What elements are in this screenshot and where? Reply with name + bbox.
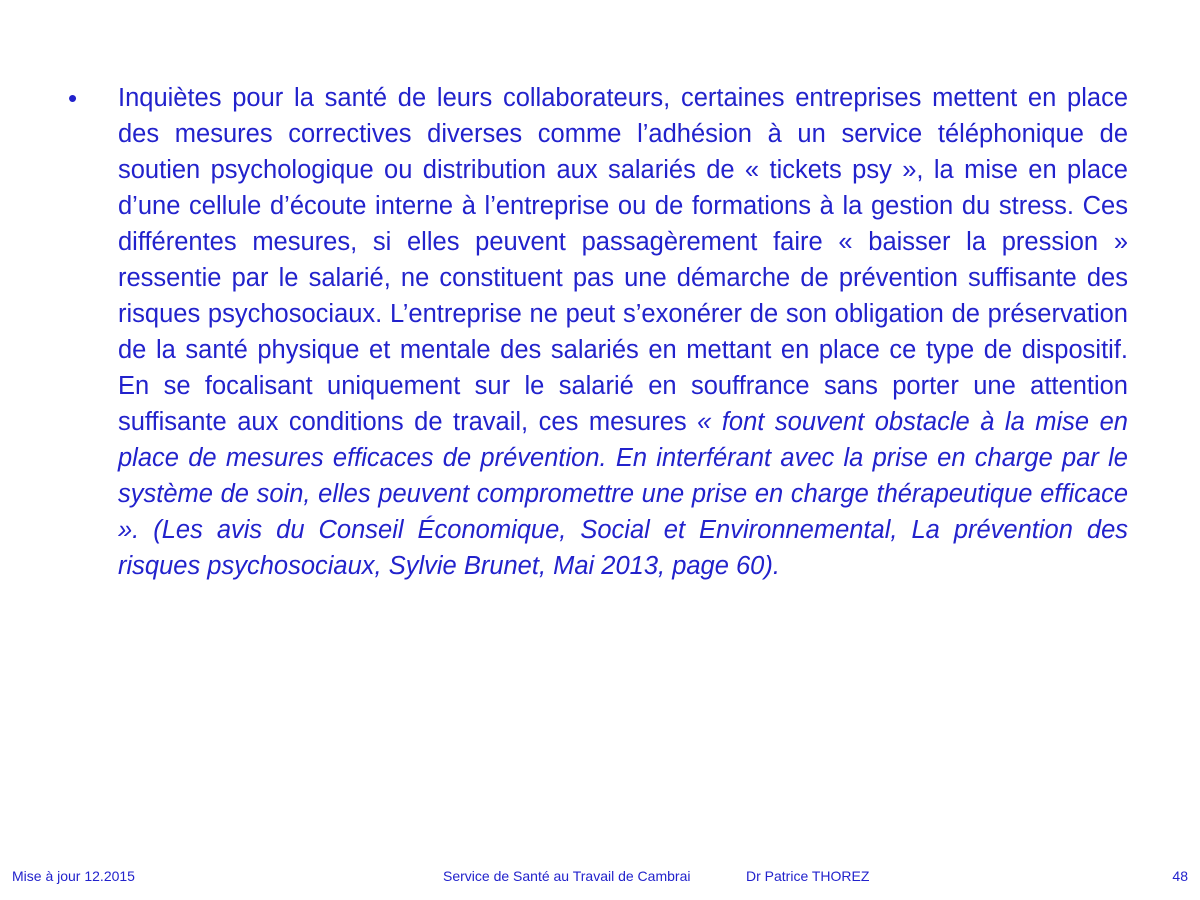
footer-organization: Service de Santé au Travail de Cambrai (443, 868, 691, 884)
paragraph-regular-text: Inquiètes pour la santé de leurs collaborateurs, certaines entreprises mettent en place des mesures correctives diverses comme l’adhésion à un service téléphonique de soutien psychologique ou distribution aux salariés de « tickets psy », la mise en place d’une cellule d’écoute interne à l’entreprise ou de formations à la gestion du stress. Ces différentes mesures, si elles peuvent passagèrement faire « baisser la pression » ressentie par le salarié, ne constituent pas une démarche de prévention suffisante des risques psychosociaux. L’entreprise ne peut s’exonérer de son obligation de préservation de la santé physique et mentale des salariés en mettant en place ce type de dispositif. En se focalisant uniquement sur le salarié en souffrance sans porter une attention suffisante aux conditions de travail, ces mesures (118, 84, 1128, 436)
footer-author: Dr Patrice THOREZ (746, 868, 870, 884)
footer-update-date: Mise à jour 12.2015 (12, 868, 135, 884)
paragraph-italic-quote: « font souvent obstacle à la mise en place de mesures efficaces de prévention. En interférant avec la prise en charge par le système de soin, elles peuvent compromettre une prise en charge thérapeutique efficace ». (Les avis du Conseil Économique, Social et Environnemental, La prévention des risques psychosociaux, Sylvie Brunet, Mai 2013, page 60). (118, 408, 1128, 580)
bullet-icon: • (68, 83, 78, 113)
bullet-item (68, 80, 1128, 584)
footer-page-number: 48 (1172, 868, 1188, 884)
bullet-paragraph (118, 80, 1128, 584)
